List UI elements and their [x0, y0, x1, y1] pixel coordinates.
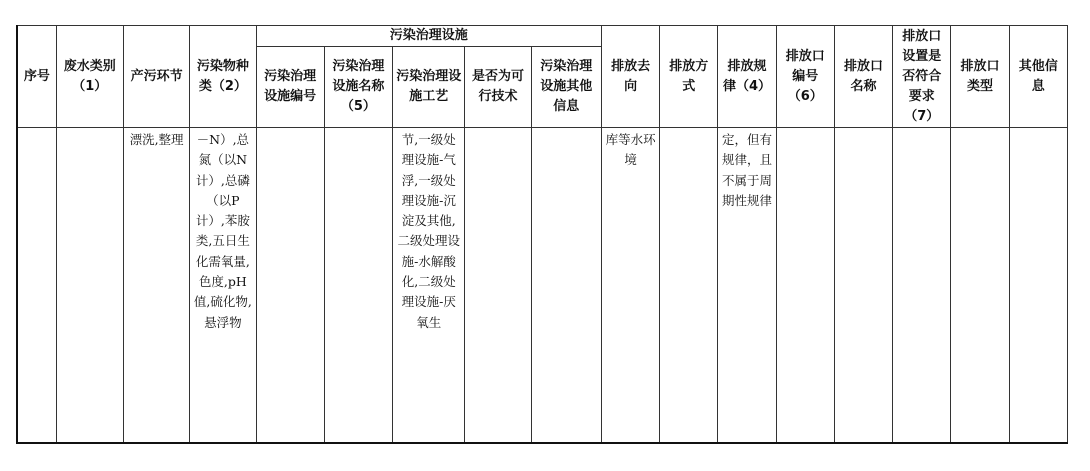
header-outlet-number: 排放口编号（6）: [776, 26, 834, 128]
header-row-group: [17, 26, 1068, 47]
header-outlet-name: 排放口名称: [834, 26, 892, 128]
cell-outlet-name: [834, 128, 892, 444]
cell-discharge-mode: [660, 128, 718, 444]
cell-outlet-type: [951, 128, 1009, 444]
header-facility-process: 污染治理设施工艺: [393, 47, 465, 128]
cell-facility-other-info: [531, 128, 601, 444]
header-process-stage: 产污环节: [123, 26, 189, 128]
cell-seq: [17, 128, 56, 444]
cell-facility-process: 节,一级处理设施-气浮,一级处理设施-沉淀及其他,二级处理设施-水解酸化,二级处理设施-厌氧生: [393, 128, 465, 444]
header-discharge-rule: 排放规律（4）: [718, 26, 776, 128]
header-facility-other-info: 污染治理设施其他信息: [531, 47, 601, 128]
cell-process-stage: 漂洗,整理: [123, 128, 189, 444]
cell-discharge-rule: 定，但有规律，且不属于周期性规律: [718, 128, 776, 444]
header-pollutant-type: 污染物种类（2）: [190, 26, 256, 128]
header-discharge-mode: 排放方式: [660, 26, 718, 128]
cell-wastewater-type: [56, 128, 123, 444]
cell-other-info: [1009, 128, 1067, 444]
header-facility-number: 污染治理设施编号: [256, 47, 324, 128]
table-row: [17, 128, 1068, 444]
header-facility-name: 污染治理设施名称（5）: [324, 47, 392, 128]
header-outlet-type: 排放口类型: [951, 26, 1009, 128]
cell-pollutant-type: －N）,总氮（以N计）,总磷（以P计）,苯胺类,五日生化需氧量,色度,pH值,硫化物,悬浮物: [190, 128, 256, 444]
header-wastewater-type: 废水类别（1）: [56, 26, 123, 128]
header-other-info: 其他信息: [1009, 26, 1067, 128]
cell-outlet-number: [776, 128, 834, 444]
cell-facility-name: [324, 128, 392, 444]
cell-outlet-compliant: [893, 128, 951, 444]
header-feasible-technology: 是否为可行技术: [465, 47, 531, 128]
header-treatment-facility-group: 污染治理设施: [256, 26, 601, 47]
header-seq: 序号: [17, 26, 56, 128]
header-discharge-destination: 排放去向: [601, 26, 659, 128]
cell-discharge-destination: 库等水环境: [601, 128, 659, 444]
cell-feasible-technology: [465, 128, 531, 444]
header-outlet-compliant: 排放口设置是否符合要求（7）: [893, 26, 951, 128]
wastewater-pollutant-table: [16, 25, 1068, 444]
discharge-info-table: [16, 25, 1068, 444]
cell-facility-number: [256, 128, 324, 444]
